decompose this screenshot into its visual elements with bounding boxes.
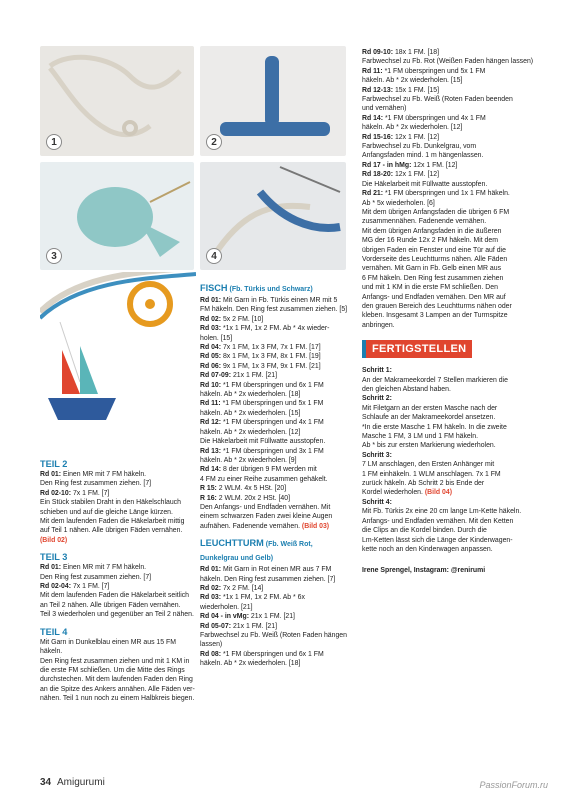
instruction-line: häkeln. Ab * 2x wiederholen. [9] [200,456,297,464]
step-title: Schritt 1: [362,367,392,375]
instruction-line: Farbwechsel zu Fb. Weiß (Roten Faden beenden [362,96,513,104]
step-2 [362,394,534,450]
image-reference: (Bild 02) [40,536,68,544]
instruction-line: Anfangs- und Endfaden vernähen. Den MR auf [362,293,506,301]
step-1 [362,366,534,394]
instruction-line: Den Anfangs- und Endfaden vernähen. Mit [200,503,331,511]
instruction-line: häkeln. Den Ring fest zusammen ziehen. [7] [200,575,336,583]
instruction-line: Farbwechsel zu Fb. Dunkelgrau, vom [362,143,477,151]
right-column [362,48,534,576]
instruction-line: Rd 21: *1 FM überspringen und 1x 1 FM häkeln. [362,190,510,198]
instruction-line: häkeln. Ab * 2x wiederholen. [18] [200,391,301,399]
instruction-line: 6 FM häkeln. Den Ring fest zusammen ziehen [362,274,504,282]
step-title: Schritt 3: [362,451,392,459]
instruction-line: Vorderseite des Leuchtturms nähen. Alle Fäden [362,255,508,263]
photo-number-3: 3 [46,248,62,264]
step-4 [362,498,534,554]
instruction-line: R 16: 2 WLM. 20x 2 HSt. [40] [200,494,291,502]
instruction-line: Rd 17 - in hMg: 12x 1 FM. [12] [362,161,458,169]
step-line: kette noch an den Kinderwagen anpassen. [362,545,493,553]
fisch-body [200,296,350,531]
instruction-line: und mit 1 KM in die erste FM schließen. Den [362,284,498,292]
instruction-line: Farbwechsel zu Fb. Weiß (Roten Faden hängen lassen) [200,632,347,649]
instruction-line: Ab * 5x wiederholen. [6] [362,199,435,207]
step-title: Schritt 2: [362,395,392,403]
step-line: Mit Fb. Türkis 2x eine 20 cm lange Lm-Kette häkeln. [362,508,522,516]
image-reference: (Bild 04) [424,489,453,497]
step-line: Mit Filetgarn an der ersten Masche nach der [362,404,498,412]
instruction-line: Die Häkelarbeit mit Füllwatte ausstopfen. [362,180,488,188]
watermark-text: PassionForum.ru [479,780,548,790]
instruction-line: R 15: 2 WLM. 4x 5 HSt. [20] [200,485,287,493]
instruction-line: MG der 16 Runde 12x 2 FM häkeln. Mit dem [362,237,498,245]
instruction-line: schieben und auf die gleiche Länge kürzen. [40,508,173,516]
middle-column [200,276,350,669]
teil4-heading: TEIL 4 [40,626,68,637]
instruction-line: holen. [15] [200,334,233,342]
garland-photo [40,272,196,448]
leuchtturm-heading: LEUCHTTURM (Fb. Weiß Rot, Dunkelgrau und Gelb) [200,538,313,563]
instruction-line: Rd 12: *1 FM überspringen und 4x 1 FM [200,419,324,427]
fish-illustration [40,162,194,270]
instruction-line: Den Ring fest zusammen ziehen und mit 1 KM in [40,657,190,665]
step-line: zurück häkeln. Ab Schritt 2 bis Ende der [362,480,485,488]
fertigstellen-heading: FERTIGSTELLEN [362,340,472,358]
instruction-line: Mit Garn in Dunkelblau einen MR aus 15 FM häkeln. [40,638,176,656]
instruction-line: Rd 02: 7x 2 FM. [14] [200,584,264,592]
instruction-line: wiederholen. [21] [200,603,253,611]
instruction-line: Rd 15-16: 12x 1 FM. [12] [362,133,439,141]
instruction-line: und vernähen) [362,105,407,113]
step-title: Schritt 4: [362,498,392,506]
instruction-line: FM häkeln. Den Ring fest zusammen ziehen. [5] [200,306,348,314]
left-column [40,452,196,704]
step-line: An der Makrameekordel 7 Stellen markieren die [362,376,508,384]
instruction-line: Rd 02-10: 7x 1 FM. [7] [40,489,110,497]
step-line: Schlaufe an der Makrameekordel ansetzen. [362,414,496,422]
instruction-line: Rd 06: 9x 1 FM, 1x 3 FM, 9x 1 FM. [21] [200,362,321,370]
instruction-line: Rd 11: *1 FM überspringen und 5x 1 FM [200,400,324,408]
instruction-line: an die Spitze des Ankers annähen. Alle Fäden ver- [40,685,195,693]
instruction-line: Rd 12-13: 15x 1 FM. [15] [362,86,439,94]
instruction-line: Teil 3 wiederholen und gegenüber an Teil 2 nähen. [40,611,194,619]
instruction-line: Rd 03: *1x 1 FM, 1x 2 FM. Ab * 6x [200,594,305,602]
instruction-line: Rd 02: 5x 2 FM. [10] [200,315,264,323]
instruction-line: kleben. Insgesamt 3 Lampen an der Turmspitze [362,312,508,320]
step-line: Lm-Ketten lässt sich die Länge der Kinderwagen- [362,536,513,544]
teil2-body [40,470,196,545]
anchor-illustration [200,46,346,156]
instruction-line: Mit dem übrigen Anfangsfaden die übrigen 6 FM [362,208,510,216]
instruction-line: Rd 09-10: 18x 1 FM. [18] [362,49,439,56]
instruction-line: auf Teil 1 nähen. Alle übrigen Fäden vernähen. [40,527,183,535]
step-line: Ab * bis zur ersten Markierung wiederholen. [362,442,496,450]
instruction-line: Rd 14: *1 FM überspringen und 4x 1 FM [362,114,486,122]
instruction-line: Rd 04: 7x 1 FM, 1x 3 FM, 7x 1 FM. [17] [200,344,321,352]
instruction-line: die erste FM schließen. Um die Mitte des Rings [40,666,185,674]
step-line: den gleichen Abstand haben. [362,386,451,393]
instruction-line: anbringen. [362,321,395,329]
magazine-name: Amigurumi [57,777,105,788]
page-number: 34 [40,777,52,788]
instruction-line: den grauen Bereich des Leuchtturms nähen oder [362,302,512,310]
instruction-line: Rd 02-04: 7x 1 FM. [7] [40,583,110,591]
instruction-line: häkeln. Ab * 2x wiederholen. [15] [362,77,463,85]
instruction-line: Rd 01: Mit Garn in Fb. Türkis einen MR mit 5 [200,297,338,304]
instruction-line: Die Häkelarbeit mit Füllwatte ausstopfen. [200,438,326,446]
instruction-line: Rd 13: *1 FM überspringen und 3x 1 FM [200,447,324,455]
step-line: die Clips an die Kordel binden. Durch die [362,527,487,535]
instruction-line: Rd 04 - in vMg: 21x 1 FM. [21] [200,613,295,621]
instruction-line: Mit dem laufenden Faden die Häkelarbeit seitlich [40,592,189,600]
photo-1-rope-ring [40,46,194,156]
photo-4-garland-hooks [200,162,346,270]
photo-3-fish-teal [40,162,194,270]
step-line: *In die erste Masche 1 FM häkeln. In die zweite [362,423,507,431]
leuchtturm-body [200,565,350,668]
teil3-heading: TEIL 3 [40,552,68,563]
instruction-line: häkeln. Ab * 2x wiederholen. [12] [362,124,463,132]
step-line: Masche 1 FM, 3 LM und 1 FM häkeln. [362,433,479,441]
step-line: 1 FM einhäkeln. 1 WLM anschlagen. 7x 1 FM [362,470,501,478]
instruction-line: zusammennähen. Fadenende vernähen. [362,218,487,226]
instruction-line: nähen. Teil 1 nun noch zu einem Halbkreis biegen. [40,695,195,703]
instruction-line: Rd 14: 8 der übrigen 9 FM werden mit [200,466,317,474]
photo-number-1: 1 [46,134,62,150]
instruction-line: häkeln. Ab * 2x wiederholen. [12] [200,428,301,436]
instruction-line: Rd 18-20: 12x 1 FM. [12] [362,171,439,179]
instruction-line: Rd 03: *1x 1 FM, 1x 2 FM. Ab * 4x wieder- [200,325,330,333]
fisch-heading: FISCH (Fb. Türkis und Schwarz) [200,283,313,293]
instruction-line: übrigen Faden ein Fenster und eine Tür auf die [362,246,506,254]
image-reference: (Bild 03) [301,522,330,530]
instruction-line: häkeln. Ab * 2x wiederholen. [15] [200,409,301,417]
instruction-line: Rd 11: *1 FM überspringen und 5x 1 FM [362,67,486,75]
instruction-line: häkeln. Ab * 2x wiederholen. [18] [200,660,301,668]
instruction-line: Rd 07-09: 21x 1 FM. [21] [200,372,277,380]
step-3 [362,451,534,498]
instruction-line: Anfangsfaden mind. 1 m hängenlassen. [362,152,484,160]
instruction-line: Rd 08: *1 FM überspringen und 6x 1 FM [200,650,324,658]
instruction-line: an Teil 2 nähen. Alle übrigen Fäden vernähen. [40,601,181,609]
instruction-line: Mit dem übrigen Anfangsfaden in die äußeren [362,227,502,235]
instruction-line: Mit dem laufenden Faden die Häkelarbeit mittig [40,518,185,526]
step-line: 7 LM anschlagen, den Ersten Anhänger mit [362,461,495,469]
photo-number-4: 4 [206,248,222,264]
instruction-line: vernähen. Mit Garn in Fb. Gelb einen MR aus [362,265,502,273]
instruction-line: Farbwechsel zu Fb. Rot (Weißen Faden hängen lassen) [362,58,534,66]
author-credit: Irene Sprengel, Instagram: @renirumi [362,567,486,575]
instruction-line: Rd 01: Mit Garn in Rot einen MR aus 7 FM [200,566,332,574]
instruction-line: Rd 05: 8x 1 FM, 1x 3 FM, 8x 1 FM. [19] [200,353,321,361]
instruction-line: durchstechen. Mit dem laufenden Faden den Ring [40,676,193,684]
instruction-line: einem schwarzen Faden zwei kleine Augen [200,513,333,521]
rope-illustration [40,46,194,156]
instruction-line: Rd 01: Einen MR mit 7 FM häkeln. [40,564,147,572]
instruction-line: Den Ring fest zusammen ziehen. [7] [40,573,152,581]
step-line: Anfangs- und Endfaden vernähen. Mit den Ketten [362,517,514,525]
teil2-heading: TEIL 2 [40,459,68,469]
instruction-line: 4 FM zu einer Reihe zusammen gehäkelt. [200,475,328,483]
instruction-line: Ein Stück stabilen Draht in den Häkelschlauch [40,499,181,507]
wheel-boat-illustration [40,272,196,448]
instruction-line: Rd 05-07: 21x 1 FM. [21] [200,622,277,630]
teil3-body [40,563,196,619]
photo-number-2: 2 [206,134,222,150]
instruction-line: Rd 10: *1 FM überspringen und 6x 1 FM [200,381,324,389]
step-line: Kordel wiederholen. (Bild 04) [362,489,453,497]
instruction-line: Rd 01: Einen MR mit 7 FM häkeln. [40,471,147,478]
leuchtturm-continued [362,48,534,330]
instruction-line: Den Ring fest zusammen ziehen. [7] [40,480,152,488]
teil4-body [40,638,196,704]
photo-2-anchor-blue [200,46,346,156]
instruction-line: aufnähen. Fadenende vernähen. (Bild 03) [200,522,330,530]
